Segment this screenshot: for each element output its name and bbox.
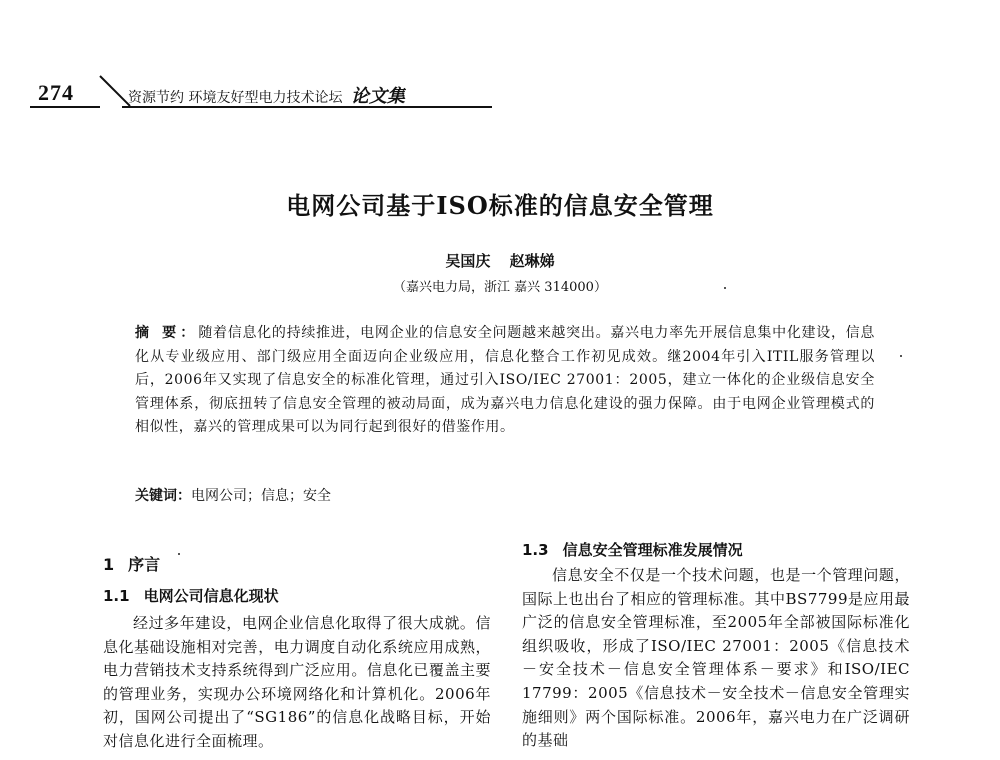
body-paragraph: 信息安全不仅是一个技术问题，也是一个管理问题，国际上也出台了相应的管理标准。其中BS7799是应用最广泛的信息安全管理标准，至2005年全部被国际标准化组织吸收，形成了ISO/IEC 27001：2005《信息技术－安全技术－信息安全管理体系－要求》和ISO/IEC 17799：2005《信息技术－安全技术－信息安全管理实施细则》两个国际标准。2006年，嘉兴电力在广泛调研的基础 <box>522 566 910 750</box>
series-title <box>128 82 405 108</box>
scan-speck <box>900 355 902 357</box>
page-number: 274 <box>38 80 74 105</box>
running-header <box>30 62 500 122</box>
section-number: 1 <box>103 555 115 574</box>
abstract-label: 摘 要： <box>135 325 199 341</box>
section-heading-1-1 <box>103 582 491 610</box>
paper-affiliation: （嘉兴电力局，浙江 嘉兴 314000） <box>393 280 607 295</box>
section-title: 序言 <box>128 555 161 574</box>
abstract-text: 随着信息化的持续推进，电网企业的信息安全问题越来越突出。嘉兴电力率先开展信息集中化建设，信息化从专业级应用、部门级应用全面迈向企业级应用，信息化整合工作初见成效。继2004年引入ITIL服务管理以后，2006年又实现了信息安全的标准化管理，通过引入ISO/IEC 27001：2005，建立一体化的企业级信息安全管理体系，彻底扭转了信息安全管理的被动局面，成为嘉兴电力信息化建设的强力保障。由于电网企业管理模式的相似性，嘉兴的管理成果可以为同行起到很好的借鉴作用。 <box>135 325 875 436</box>
section-heading-1-3 <box>522 540 910 564</box>
scan-speck <box>724 287 726 289</box>
header-rule-left <box>30 106 100 108</box>
paper-title: 电网公司基于ISO标准的信息安全管理 <box>286 191 714 220</box>
right-column <box>522 540 910 753</box>
series-title-text: 资源节约 环境友好型电力技术论坛 <box>128 90 343 106</box>
keywords-label: 关键词： <box>135 488 191 504</box>
section-number: 1.3 <box>522 541 549 559</box>
series-title-emphasis: 论文集 <box>350 86 405 107</box>
section-title: 电网公司信息化现状 <box>143 587 279 605</box>
scan-speck <box>178 553 180 555</box>
section-heading-1 <box>103 548 491 582</box>
left-column <box>103 540 491 754</box>
keywords-block <box>135 485 875 505</box>
body-paragraph: 经过多年建设，电网企业信息化取得了很大成就。信息化基础设施相对完善，电力调度自动化系统应用成熟，电力营销技术支持系统得到广泛应用。信息化已覆盖主要的管理业务，实现办公环境网络化和计算机化。2006年初，国网公司提出了“SG186”的信息化战略目标，开始对信息化进行全面梳理。 <box>103 614 491 750</box>
section-number: 1.1 <box>103 587 130 605</box>
keywords-text: 电网公司；信息；安全 <box>191 488 331 504</box>
section-title: 信息安全管理标准发展情况 <box>562 541 743 559</box>
paper-authors: 吴国庆 赵琳娣 <box>445 252 555 270</box>
abstract-block <box>135 322 875 440</box>
